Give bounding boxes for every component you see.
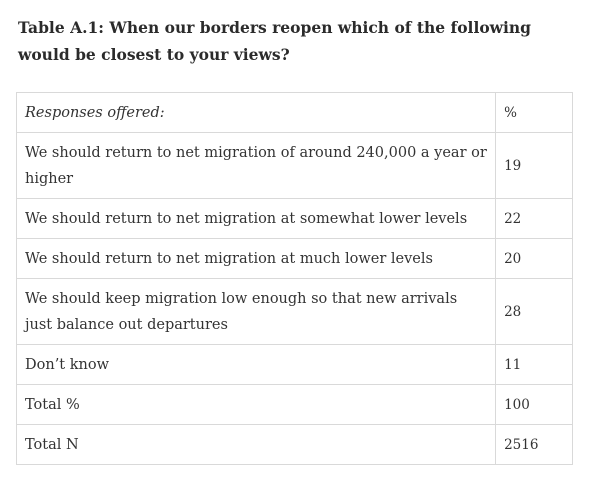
table-row-total-percent xyxy=(17,385,573,425)
table-row xyxy=(17,239,573,279)
row-response: Total N xyxy=(17,425,496,465)
row-response: We should keep migration low enough so that new arrivals just balance out departures xyxy=(17,279,496,345)
header-responses: Responses offered: xyxy=(17,93,496,133)
row-value: 11 xyxy=(496,345,573,385)
table-row xyxy=(17,279,573,345)
row-value: 2516 xyxy=(496,425,573,465)
table-caption xyxy=(18,14,578,68)
row-value: 19 xyxy=(496,133,573,199)
table-row xyxy=(17,345,573,385)
row-response: We should return to net migration of around 240,000 a year or higher xyxy=(17,133,496,199)
row-response: We should return to net migration at much lower levels xyxy=(17,239,496,279)
row-value: 28 xyxy=(496,279,573,345)
results-table xyxy=(16,92,573,465)
row-response: Don’t know xyxy=(17,345,496,385)
row-response: Total % xyxy=(17,385,496,425)
row-response: We should return to net migration at somewhat lower levels xyxy=(17,199,496,239)
table-header-row xyxy=(17,93,573,133)
table-row xyxy=(17,133,573,199)
caption-text: When our borders reopen which of the following would be closest to your views? xyxy=(18,18,532,64)
table-row xyxy=(17,199,573,239)
row-value: 20 xyxy=(496,239,573,279)
row-value: 22 xyxy=(496,199,573,239)
table-row-total-n xyxy=(17,425,573,465)
header-percent: % xyxy=(496,93,573,133)
row-value: 100 xyxy=(496,385,573,425)
caption-label: Table A.1: xyxy=(18,18,105,37)
